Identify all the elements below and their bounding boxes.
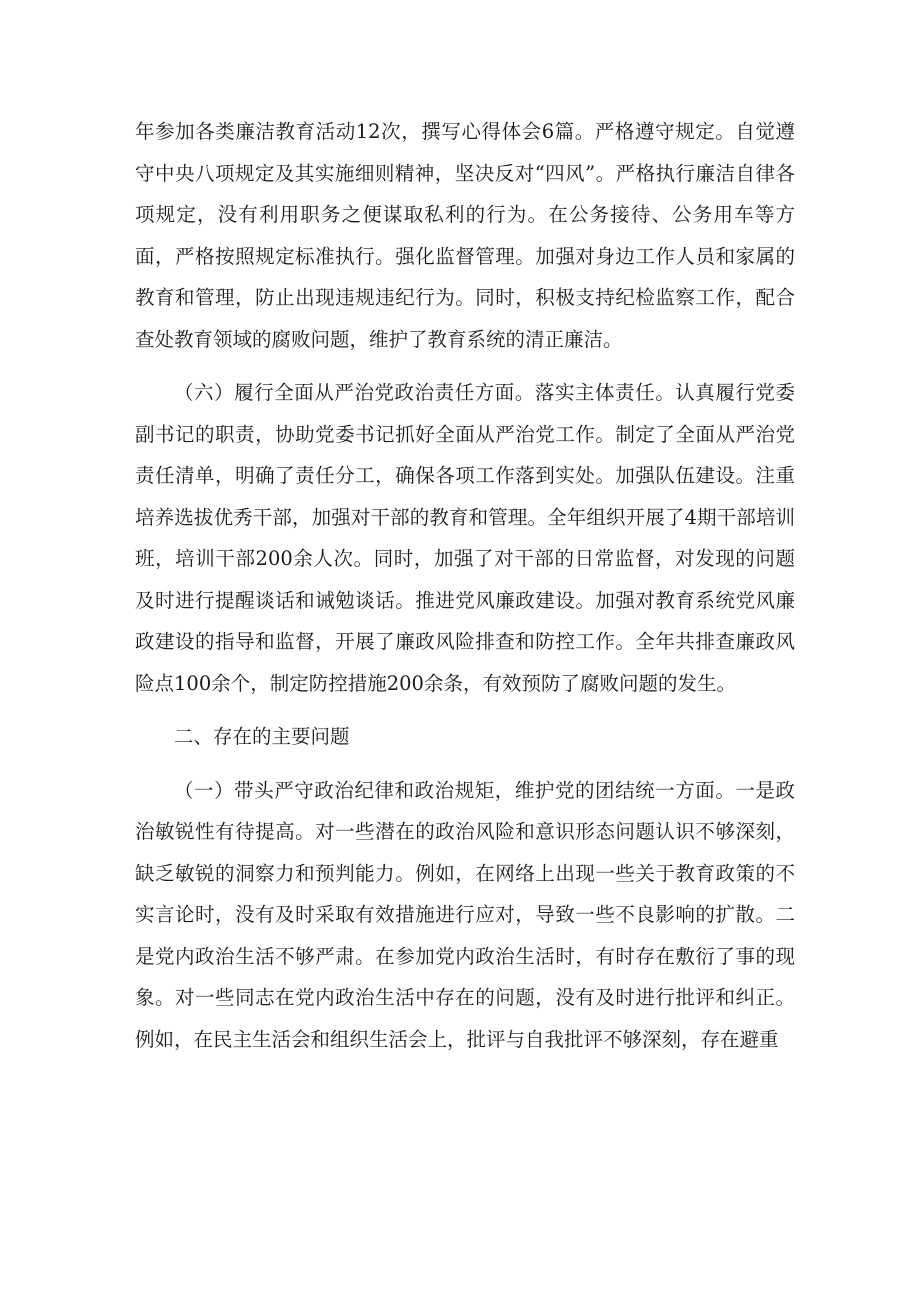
- paragraph-integrity-discipline: 年参加各类廉洁教育活动12次，撰写心得体会6篇。严格遵守规定。自觉遵守中央八项规定及其实施细则精神，坚决反对“四风”。严格执行廉洁自律各项规定，没有利用职务之便谋取私利的行为。在公务接待、公务用车等方面，严格按照规定标准执行。强化监督管理。加强对身边工作人员和家属的教育和管理，防止出现违规违纪行为。同时，积极支持纪检监察工作，配合查处教育领域的腐败问题，维护了教育系统的清正廉洁。: [135, 120, 795, 351]
- document-page: [135, 111, 795, 1060]
- section-heading-main-problems: 二、存在的主要问题: [174, 725, 350, 748]
- paragraph-political-discipline: （一）带头严守政治纪律和政治规矩，维护党的团结统一方面。一是政治敏锐性有待提高。对一些潜在的政治风险和意识形态问题认识不够深刻，缺乏敏锐的洞察力和预判能力。例如，在网络上出现一些关于教育政策的不实言论时，没有及时采取有效措施进行应对，导致一些不良影响的扩散。二是党内政治生活不够严肃。在参加党内政治生活时，有时存在敷衍了事的现象。对一些同志在党内政治生活中存在的问题，没有及时进行批评和纠正。例如，在民主生活会和组织生活会上，批评与自我批评不够深刻，存在避重: [135, 778, 795, 1051]
- paragraph-party-responsibility: （六）履行全面从严治党政治责任方面。落实主体责任。认真履行党委副书记的职责，协助党委书记抓好全面从严治党工作。制定了全面从严治党责任清单，明确了责任分工，确保各项工作落到实处。加强队伍建设。注重培养选拔优秀干部，加强对干部的教育和管理。全年组织开展了4期干部培训班，培训干部200余人次。同时，加强了对干部的日常监督，对发现的问题及时进行提醒谈话和诫勉谈话。推进党风廉政建设。加强对教育系统党风廉政建设的指导和监督，开展了廉政风险排查和防控工作。全年共排查廉政风险点100余个，制定防控措施200余条，有效预防了腐败问题的发生。: [135, 381, 795, 695]
